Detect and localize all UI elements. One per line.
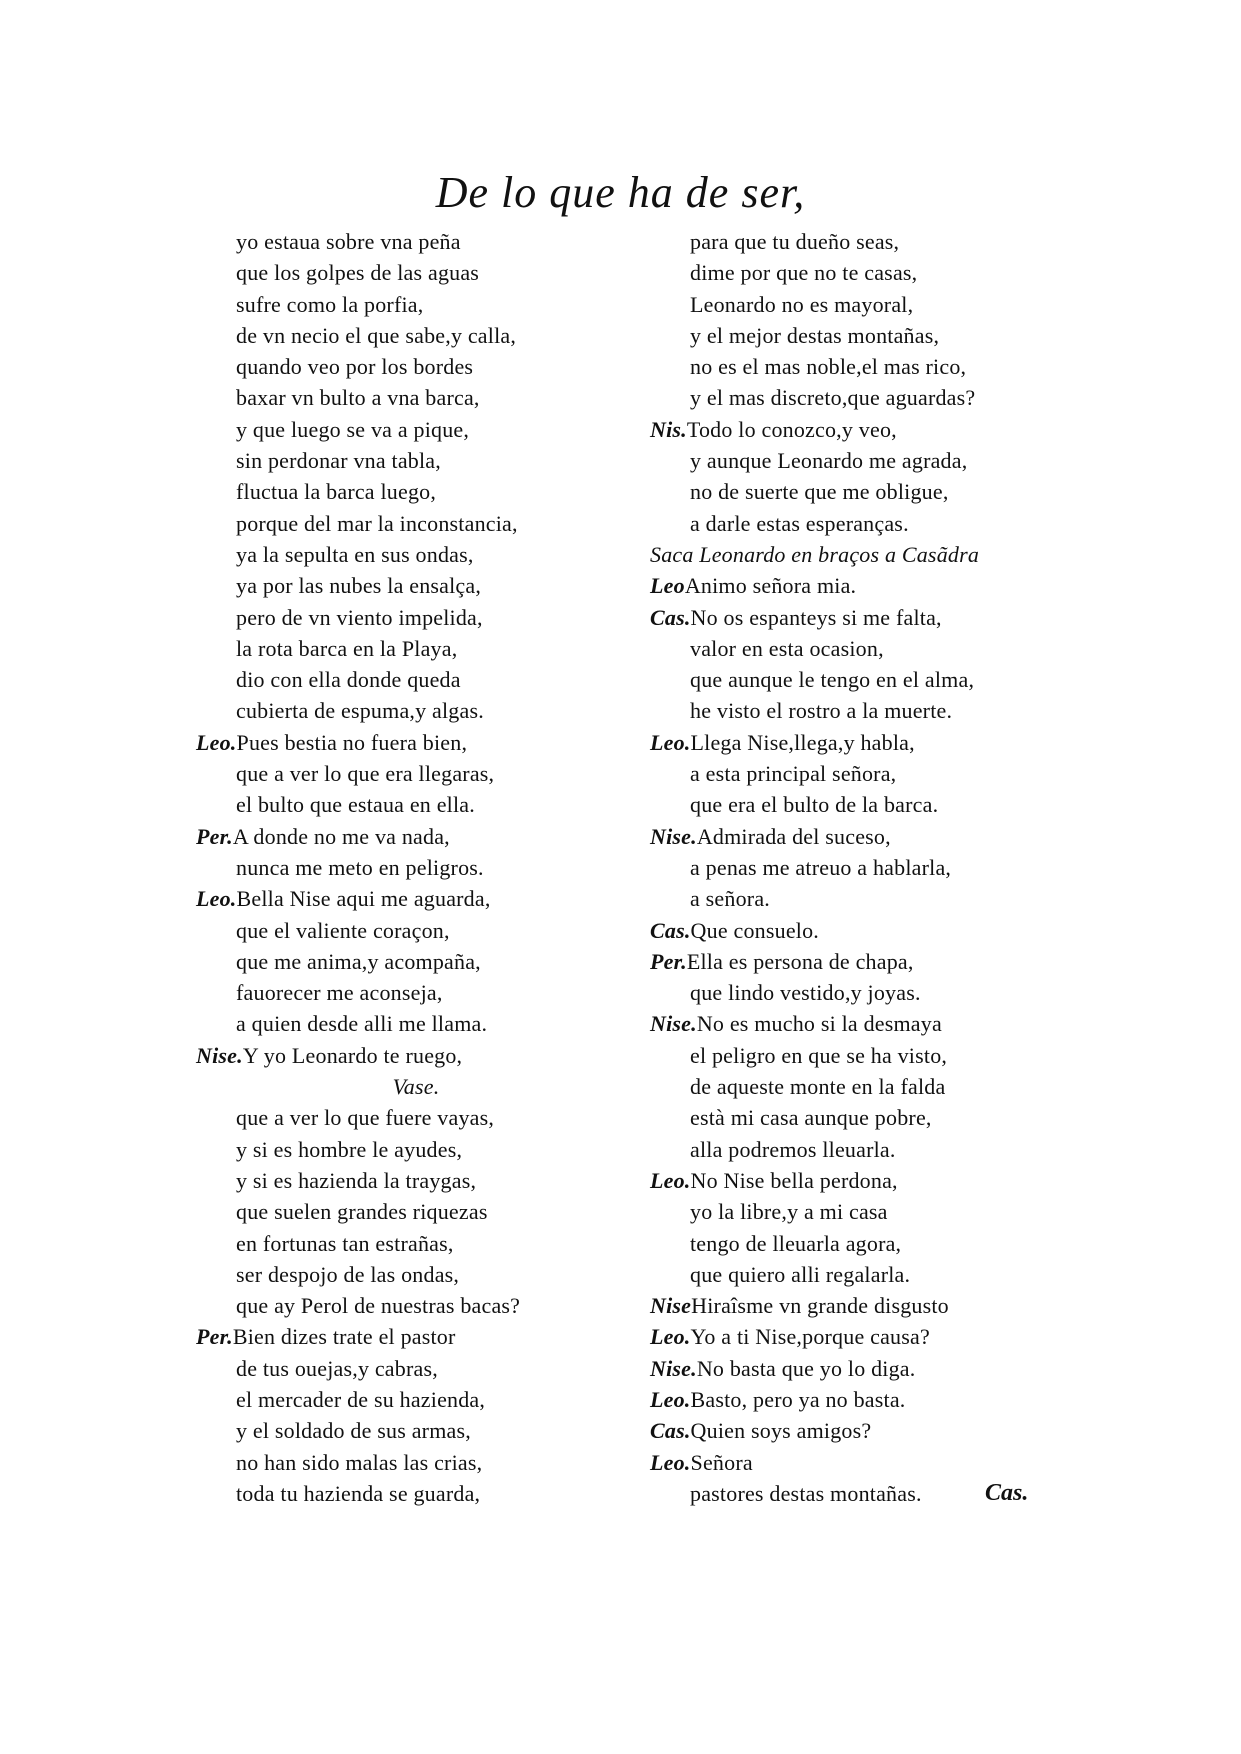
speaker-label: Per. — [196, 823, 233, 849]
catchword: Cas. — [985, 1480, 1029, 1506]
speaker-label: Cas. — [650, 917, 691, 943]
verse-line: sufre como la porfia, — [236, 291, 424, 317]
verse-line: fluctua la barca luego, — [236, 479, 437, 505]
speaker-label: Nise. — [650, 1011, 697, 1037]
verse-line: para que tu dueño seas, — [690, 229, 900, 254]
speaker-label: Cas. — [650, 604, 691, 630]
speech-text: No os espanteys si me falta, — [690, 604, 942, 630]
speech-line — [650, 1321, 1080, 1352]
speech-line — [650, 1447, 1080, 1478]
verse-line: y si es hombre le ayudes, — [236, 1136, 463, 1162]
speech-line — [650, 1353, 1080, 1384]
verse-line: baxar vn bulto a vna barca, — [236, 385, 480, 411]
verse-line: dime por que no te casas, — [690, 260, 918, 286]
speech-text: Admirada del suceso, — [696, 823, 891, 849]
speech-line — [650, 915, 1080, 946]
speaker-label: Leo. — [196, 886, 237, 912]
speech-line — [196, 883, 636, 914]
speech-line — [196, 821, 636, 852]
speaker-label: Per. — [650, 948, 687, 974]
verse-line: el bulto que estaua en ella. — [236, 792, 475, 818]
speaker-label: Leo. — [650, 1167, 691, 1193]
verse-line: de tus ouejas,y cabras, — [236, 1355, 438, 1381]
speech-text: Quien soys amigos? — [690, 1418, 872, 1444]
speech-text: Basto, pero ya no basta. — [690, 1386, 906, 1412]
speech-line — [196, 1040, 636, 1071]
verse-line: que suelen grandes riquezas — [236, 1199, 488, 1225]
verse-line: que me anima,y acompaña, — [236, 948, 481, 974]
verse-line: no han sido malas las crias, — [236, 1449, 483, 1475]
speech-text: Animo señora mia. — [684, 573, 857, 599]
speech-text: Hiraîsme vn grande disgusto — [691, 1293, 949, 1319]
verse-line: el peligro en que se ha visto, — [690, 1042, 948, 1068]
verse-line: porque del mar la inconstancia, — [236, 510, 518, 536]
speech-text: Bien dizes trate el pastor — [232, 1324, 456, 1350]
verse-line: ser despojo de las ondas, — [236, 1261, 460, 1287]
verse-line: yo estaua sobre vna peña — [236, 229, 461, 254]
verse-line: a penas me atreuo a hablarla, — [690, 854, 952, 880]
verse-line: alla podremos lleuarla. — [690, 1136, 896, 1162]
verse-line: no es el mas noble,el mas rico, — [690, 354, 967, 380]
speech-text: No Nise bella perdona, — [690, 1167, 898, 1193]
verse-line: fauorecer me aconseja, — [236, 980, 443, 1006]
verse-line: dio con ella donde queda — [236, 667, 461, 693]
speech-text: A donde no me va nada, — [232, 823, 450, 849]
verse-line: que a ver lo que era llegaras, — [236, 761, 495, 787]
speech-text: Todo lo conozco,y veo, — [686, 416, 897, 442]
running-header: De lo que ha de ser, — [435, 168, 806, 217]
verse-line: Leonardo no es mayoral, — [690, 291, 914, 317]
verse-line: que a ver lo que fuere vayas, — [236, 1105, 495, 1131]
verse-line: y el mas discreto,que aguardas? — [690, 385, 976, 411]
verse-line: a esta principal señora, — [690, 761, 897, 787]
verse-line: sin perdonar vna tabla, — [236, 448, 441, 474]
verse-line: que era el bulto de la barca. — [690, 792, 939, 818]
speech-text: No basta que yo lo diga. — [696, 1355, 916, 1381]
speech-text: Señora — [690, 1449, 753, 1475]
verse-line: ya la sepulta en sus ondas, — [236, 541, 474, 567]
speaker-label: Leo. — [650, 729, 691, 755]
stage-direction: Vase. — [392, 1074, 440, 1100]
verse-line: tengo de lleuarla agora, — [690, 1230, 902, 1256]
speaker-label: Nise. — [196, 1042, 243, 1068]
verse-line: a darle estas esperanças. — [690, 510, 909, 536]
speaker-label: Leo. — [196, 729, 237, 755]
verse-line: no de suerte que me obligue, — [690, 479, 949, 505]
speech-text: Bella Nise aqui me aguarda, — [236, 886, 491, 912]
speech-line — [650, 821, 1080, 852]
verse-line: que los golpes de las aguas — [236, 260, 480, 286]
speech-line — [196, 1321, 636, 1352]
verse-line: en fortunas tan estrañas, — [236, 1230, 454, 1256]
speech-line — [650, 414, 1080, 445]
speech-text: Y yo Leonardo te ruego, — [242, 1042, 463, 1068]
verse-line: de aqueste monte en la falda — [690, 1074, 946, 1100]
speech-line — [650, 1165, 1080, 1196]
verse-line: pastores destas montañas. — [690, 1480, 922, 1506]
verse-line: el mercader de su hazienda, — [236, 1386, 486, 1412]
verse-line: nunca me meto en peligros. — [236, 854, 484, 880]
verse-line: la rota barca en la Playa, — [236, 635, 458, 661]
verse-line: de vn necio el que sabe,y calla, — [236, 322, 517, 348]
verse-line: pero de vn viento impelida, — [236, 604, 483, 630]
speech-line — [650, 1008, 1080, 1039]
speech-text: Llega Nise,llega,y habla, — [690, 729, 915, 755]
left-column — [196, 226, 636, 1509]
verse-line: he visto el rostro a la muerte. — [690, 698, 953, 724]
speaker-label: Leo. — [650, 1386, 691, 1412]
verse-line: yo la libre,y a mi casa — [690, 1199, 888, 1225]
speaker-label: Nise. — [650, 823, 697, 849]
verse-line: està mi casa aunque pobre, — [690, 1105, 932, 1131]
speaker-label: Nise. — [650, 1355, 697, 1381]
speech-line — [196, 727, 636, 758]
speaker-label: Cas. — [650, 1418, 691, 1444]
verse-line: que ay Perol de nuestras bacas? — [236, 1293, 521, 1319]
speech-line — [650, 727, 1080, 758]
verse-line: valor en esta ocasion, — [690, 635, 884, 661]
verse-line: y el mejor destas montañas, — [690, 322, 940, 348]
speech-line — [650, 1384, 1080, 1415]
verse-line: ya por las nubes la ensalça, — [236, 573, 482, 599]
speech-line — [650, 570, 1080, 601]
speech-line — [650, 602, 1080, 633]
right-column — [650, 226, 1080, 1509]
stage-direction: Saca Leonardo en braços a Casãdra — [650, 541, 980, 567]
speaker-label: Leo. — [650, 1324, 691, 1350]
speaker-label: Per. — [196, 1324, 233, 1350]
verse-line: que lindo vestido,y joyas. — [690, 980, 921, 1006]
verse-line: y aunque Leonardo me agrada, — [690, 448, 968, 474]
verse-line: y si es hazienda la traygas, — [236, 1167, 477, 1193]
speech-line — [650, 1415, 1080, 1446]
speech-text: Ella es persona de chapa, — [686, 948, 914, 974]
verse-line: toda tu hazienda se guarda, — [236, 1480, 481, 1506]
speech-text: No es mucho si la desmaya — [696, 1011, 942, 1037]
speech-text: Pues bestia no fuera bien, — [236, 729, 468, 755]
speaker-label: Nise — [650, 1293, 692, 1319]
verse-line: que el valiente coraçon, — [236, 917, 450, 943]
verse-line: que quiero alli regalarla. — [690, 1261, 911, 1287]
verse-line: cubierta de espuma,y algas. — [236, 698, 484, 724]
verse-line: a señora. — [690, 886, 770, 912]
verse-line: que aunque le tengo en el alma, — [690, 667, 975, 693]
verse-line: y el soldado de sus armas, — [236, 1418, 471, 1444]
speech-text: Que consuelo. — [690, 917, 820, 943]
speech-line — [650, 1290, 1080, 1321]
speech-text: Yo a ti Nise,porque causa? — [690, 1324, 930, 1350]
speaker-label: Leo. — [650, 1449, 691, 1475]
verse-line: a quien desde alli me llama. — [236, 1011, 488, 1037]
speech-line — [650, 946, 1080, 977]
speaker-label: Leo — [650, 573, 685, 599]
verse-line: y que luego se va a pique, — [236, 416, 470, 442]
verse-line: quando veo por los bordes — [236, 354, 474, 380]
speaker-label: Nis. — [650, 416, 687, 442]
